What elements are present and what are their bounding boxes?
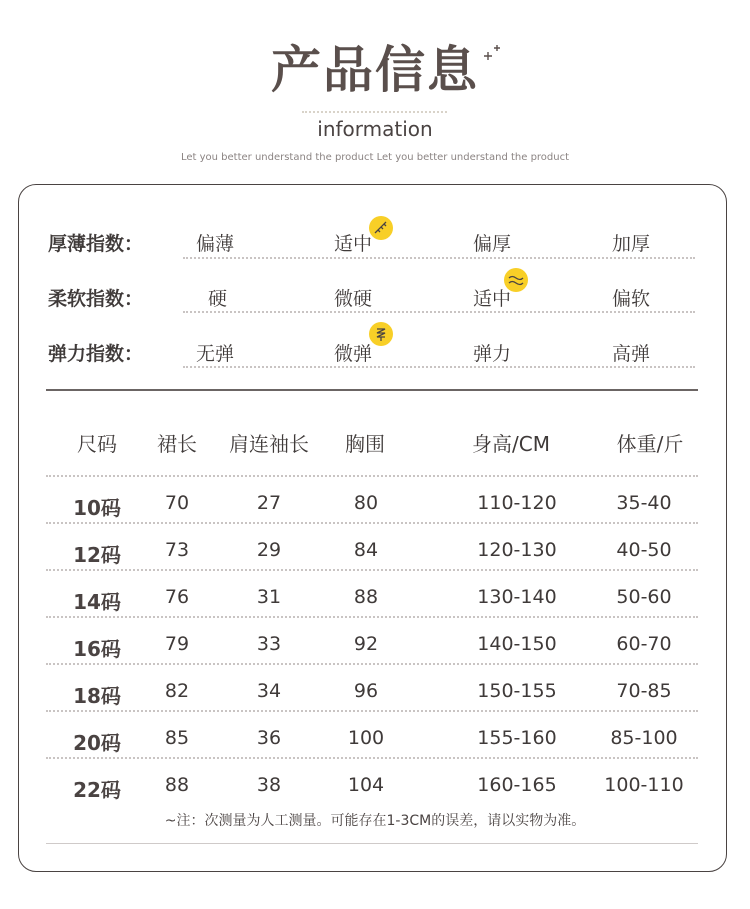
- table-cell: 31: [256, 586, 282, 608]
- table-cell: 84: [353, 539, 379, 561]
- row-divider: [46, 663, 698, 665]
- column-header: 肩连袖长: [229, 432, 309, 456]
- ruler-icon: [369, 216, 393, 240]
- index-option: 偏薄: [196, 233, 235, 255]
- subtitle-divider: [302, 111, 447, 113]
- table-cell: 100: [347, 727, 385, 749]
- table-cell: 76: [164, 586, 190, 608]
- size-cell: 22码: [73, 778, 121, 802]
- index-label: 柔软指数：: [48, 288, 144, 310]
- index-option: 高弹: [612, 343, 651, 365]
- table-cell: 60-70: [616, 633, 672, 655]
- table-cell: 70: [164, 492, 190, 514]
- table-cell: 120-130: [477, 539, 557, 561]
- table-cell: 140-150: [477, 633, 557, 655]
- table-cell: 27: [256, 492, 282, 514]
- table-cell: 50-60: [616, 586, 672, 608]
- index-option-selected: 适中: [334, 233, 373, 255]
- index-option: 硬: [208, 288, 228, 310]
- table-cell: 104: [347, 774, 385, 796]
- index-option: 无弹: [196, 343, 235, 365]
- table-cell: 33: [256, 633, 282, 655]
- index-label: 弹力指数：: [48, 343, 144, 365]
- column-header: 尺码: [77, 432, 117, 456]
- index-option: 弹力: [473, 343, 512, 365]
- table-cell: 73: [164, 539, 190, 561]
- index-divider: [183, 257, 695, 259]
- column-header: 裙长: [157, 432, 197, 456]
- table-cell: 110-120: [477, 492, 557, 514]
- index-option-selected: 微弹: [334, 343, 373, 365]
- sparkle-icon: [480, 42, 504, 66]
- table-cell: 29: [256, 539, 282, 561]
- spring-icon: [369, 322, 393, 346]
- section-divider: [46, 389, 698, 391]
- row-divider: [46, 757, 698, 759]
- column-header: 身高/CM: [472, 432, 550, 456]
- size-cell: 18码: [73, 684, 121, 708]
- table-cell: 35-40: [616, 492, 672, 514]
- row-divider: [46, 616, 698, 618]
- size-cell: 16码: [73, 637, 121, 661]
- table-cell: 85: [164, 727, 190, 749]
- page-tagline: Let you better understand the product Let you better understand the product: [180, 152, 570, 163]
- size-cell: 12码: [73, 543, 121, 567]
- table-cell: 79: [164, 633, 190, 655]
- size-cell: 10码: [73, 496, 121, 520]
- table-cell: 36: [256, 727, 282, 749]
- index-option-selected: 适中: [473, 288, 512, 310]
- row-divider: [46, 522, 698, 524]
- table-cell: 130-140: [477, 586, 557, 608]
- column-header: 体重/斤: [616, 432, 684, 456]
- table-cell: 150-155: [477, 680, 557, 702]
- column-header: 胸围: [345, 432, 385, 456]
- table-cell: 40-50: [616, 539, 672, 561]
- measurement-note: ~注：次测量为人工测量。可能存在1-3CM的误差，请以实物为准。: [164, 813, 586, 829]
- table-cell: 100-110: [604, 774, 684, 796]
- table-cell: 82: [164, 680, 190, 702]
- table-cell: 160-165: [477, 774, 557, 796]
- row-divider: [46, 475, 698, 477]
- table-cell: 80: [353, 492, 379, 514]
- table-cell: 88: [164, 774, 190, 796]
- table-cell: 38: [256, 774, 282, 796]
- table-cell: 85-100: [610, 727, 678, 749]
- index-option: 偏厚: [473, 233, 512, 255]
- index-option: 偏软: [612, 288, 651, 310]
- row-divider: [46, 710, 698, 712]
- bottom-divider: [46, 843, 698, 844]
- page-title: 产品信息: [271, 41, 479, 99]
- table-cell: 96: [353, 680, 379, 702]
- size-cell: 20码: [73, 731, 121, 755]
- table-cell: 34: [256, 680, 282, 702]
- index-option: 加厚: [612, 233, 651, 255]
- page-subtitle: information: [317, 117, 433, 141]
- table-cell: 70-85: [616, 680, 672, 702]
- index-divider: [183, 311, 695, 313]
- table-cell: 92: [353, 633, 379, 655]
- table-cell: 88: [353, 586, 379, 608]
- size-cell: 14码: [73, 590, 121, 614]
- index-option: 微硬: [334, 288, 373, 310]
- index-label: 厚薄指数：: [48, 233, 144, 255]
- index-divider: [183, 366, 695, 368]
- table-cell: 155-160: [477, 727, 557, 749]
- row-divider: [46, 569, 698, 571]
